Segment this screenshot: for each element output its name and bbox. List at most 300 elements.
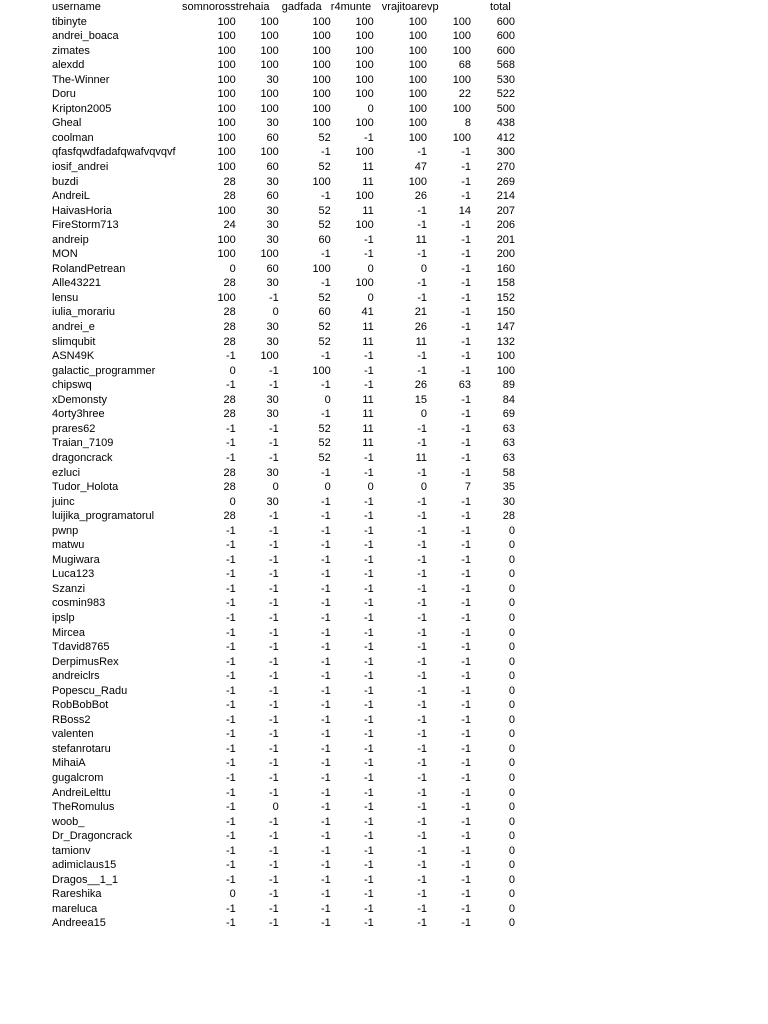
cell-total: 0 [508,699,516,712]
cell-trehaia: -1 [269,684,279,697]
cell-username: andreip [52,233,89,246]
cell-r4munte: -1 [364,801,374,814]
cell-vrajitoare: -1 [417,204,428,217]
cell-trehaia: 30 [266,219,279,232]
cell-r4munte: 0 [367,291,374,304]
cell-somnoross: 28 [223,466,236,479]
cell-username: woob_ [52,815,85,828]
cell-vrajitoare: -1 [417,742,428,755]
cell-vp: -1 [461,582,472,595]
cell-somnoross: -1 [226,844,236,857]
table-row [0,509,515,524]
table-row [0,335,515,350]
cell-vp: 63 [458,379,472,392]
cell-vrajitoare: -1 [417,524,428,537]
cell-vrajitoare: -1 [417,859,428,872]
cell-username: qfasfqwdfadafqwafvqvqvf [52,146,176,159]
cell-gadfada: -1 [321,277,331,290]
cell-total: 0 [508,786,516,799]
cell-vrajitoare: 100 [408,44,428,57]
cell-gadfada: -1 [321,626,331,639]
cell-vrajitoare: 0 [420,408,428,421]
cell-trehaia: 60 [266,161,279,174]
cell-total: 0 [508,641,516,654]
cell-total: 0 [508,917,516,930]
cell-vp: -1 [461,917,472,930]
cell-gadfada: -1 [321,379,331,392]
cell-total: 0 [508,524,516,537]
cell-r4munte: -1 [364,699,374,712]
cell-vp: -1 [461,641,472,654]
cell-trehaia: -1 [269,291,279,304]
cell-trehaia: 100 [260,59,279,72]
header-username: username [52,1,101,13]
cell-total: 152 [496,291,516,304]
cell-vp: -1 [461,350,472,363]
cell-username: DerpimusRex [52,655,119,668]
cell-somnoross: 24 [223,219,236,232]
cell-trehaia: -1 [269,379,279,392]
cell-gadfada: 52 [318,219,331,232]
cell-trehaia: -1 [269,859,279,872]
table-row [0,116,515,131]
cell-vp: -1 [461,335,472,348]
cell-gadfada: -1 [321,190,331,203]
table-row [0,858,515,873]
cell-username: HaivasHoria [52,204,112,217]
cell-total: 150 [496,306,516,319]
table-row [0,262,515,277]
cell-vp: -1 [461,233,472,246]
cell-vrajitoare: -1 [417,713,428,726]
cell-total: 0 [508,553,516,566]
cell-vrajitoare: -1 [417,597,428,610]
cell-username: gugalcrom [52,771,104,784]
cell-vp: -1 [461,684,472,697]
cell-vp: 100 [452,131,472,144]
cell-gadfada: -1 [321,917,331,930]
cell-r4munte: 100 [355,117,374,130]
cell-vrajitoare: -1 [417,466,428,479]
cell-somnoross: 28 [223,175,236,188]
cell-gadfada: -1 [321,553,331,566]
cell-username: Luca123 [52,568,95,581]
cell-vrajitoare: 100 [408,30,428,43]
cell-total: 500 [496,102,516,115]
table-row [0,364,515,379]
cell-vp: -1 [461,175,472,188]
cell-total: 0 [508,684,516,697]
cell-total: 0 [508,626,516,639]
cell-somnoross: -1 [226,582,236,595]
cell-gadfada: 52 [318,335,331,348]
cell-gadfada: -1 [321,713,331,726]
cell-r4munte: 100 [355,146,374,159]
cell-r4munte: 100 [355,73,374,86]
cell-vrajitoare: -1 [417,771,428,784]
cell-total: 28 [502,510,516,523]
cell-vrajitoare: 100 [408,102,428,115]
cell-gadfada: 100 [312,44,331,57]
header-row [0,0,515,15]
cell-vrajitoare: 26 [414,190,428,203]
cell-username: Mugiwara [52,553,100,566]
cell-total: 0 [508,771,516,784]
cell-vp: -1 [461,408,472,421]
cell-gadfada: -1 [321,524,331,537]
cell-total: 438 [496,117,516,130]
cell-username: Dragos__1_1 [52,873,119,886]
cell-r4munte: -1 [364,451,374,464]
table-row [0,131,515,146]
cell-r4munte: -1 [364,902,374,915]
cell-username: Andreea15 [52,917,106,930]
cell-vp: -1 [461,597,472,610]
cell-vrajitoare: 100 [408,131,428,144]
cell-vp: -1 [461,451,472,464]
cell-username: juinc [52,495,75,508]
cell-r4munte: 100 [355,15,374,28]
cell-somnoross: 0 [229,262,236,275]
table-row [0,713,515,728]
cell-trehaia: -1 [269,626,279,639]
cell-gadfada: -1 [321,684,331,697]
table-row [0,175,515,190]
cell-vp: -1 [461,539,472,552]
cell-gadfada: -1 [321,670,331,683]
cell-vp: -1 [461,364,472,377]
cell-total: 201 [496,233,516,246]
cell-somnoross: 100 [217,30,236,43]
cell-gadfada: 100 [312,102,331,115]
cell-vp: -1 [461,495,472,508]
cell-username: ipslp [52,611,75,624]
cell-trehaia: -1 [269,728,279,741]
cell-vp: -1 [461,161,472,174]
cell-r4munte: -1 [364,713,374,726]
cell-gadfada: 52 [318,291,331,304]
cell-r4munte: -1 [364,466,374,479]
cell-trehaia: 100 [260,146,279,159]
cell-somnoross: -1 [226,611,236,624]
table-row [0,655,515,670]
cell-r4munte: -1 [364,844,374,857]
cell-gadfada: 100 [312,59,331,72]
cell-vrajitoare: 26 [414,321,428,334]
cell-somnoross: 0 [229,888,236,901]
cell-username: tamionv [52,844,91,857]
cell-gadfada: -1 [321,742,331,755]
table-row [0,873,515,888]
cell-username: AndreiLelttu [52,786,111,799]
cell-total: 0 [508,757,516,770]
cell-total: 84 [502,393,516,406]
cell-username: prares62 [52,422,96,435]
cell-vrajitoare: -1 [417,364,428,377]
cell-gadfada: -1 [321,611,331,624]
cell-r4munte: -1 [364,524,374,537]
cell-username: Tudor_Holota [52,481,119,494]
cell-somnoross: 100 [217,73,236,86]
table-row [0,436,515,451]
cell-vrajitoare: -1 [417,582,428,595]
table-row [0,626,515,641]
cell-vrajitoare: -1 [417,641,428,654]
cell-gadfada: 52 [318,161,331,174]
cell-r4munte: -1 [364,131,374,144]
cell-total: 600 [496,15,516,28]
cell-somnoross: -1 [226,713,236,726]
header-total: total [490,1,511,13]
cell-trehaia: -1 [269,524,279,537]
cell-gadfada: 52 [318,321,331,334]
cell-total: 0 [508,815,516,828]
cell-gadfada: -1 [321,539,331,552]
cell-vrajitoare: 100 [408,15,428,28]
cell-gadfada: -1 [321,408,331,421]
cell-vrajitoare: -1 [417,553,428,566]
cell-total: 30 [502,495,516,508]
cell-r4munte: -1 [364,888,374,901]
cell-gadfada: -1 [321,771,331,784]
cell-trehaia: -1 [269,713,279,726]
cell-vp: -1 [461,859,472,872]
cell-vp: -1 [461,815,472,828]
table-row [0,582,515,597]
cell-somnoross: 28 [223,277,236,290]
cell-somnoross: -1 [226,742,236,755]
cell-username: slimqubit [52,335,96,348]
cell-total: 69 [502,408,516,421]
cell-vp: -1 [461,277,472,290]
cell-gadfada: 0 [324,393,331,406]
cell-somnoross: -1 [226,728,236,741]
cell-trehaia: 30 [266,175,279,188]
cell-total: 600 [496,44,516,57]
cell-vp: -1 [461,306,472,319]
cell-trehaia: -1 [269,771,279,784]
cell-total: 35 [502,481,516,494]
table-row [0,640,515,655]
cell-trehaia: 30 [266,466,279,479]
cell-somnoross: -1 [226,451,236,464]
table-row [0,73,515,88]
table-row [0,887,515,902]
cell-r4munte: 0 [367,102,374,115]
cell-username: andreiclrs [52,670,100,683]
cell-gadfada: -1 [321,757,331,770]
cell-total: 207 [496,204,516,217]
cell-total: 132 [496,335,516,348]
cell-vrajitoare: 0 [420,481,428,494]
cell-vrajitoare: 100 [408,175,428,188]
cell-somnoross: 0 [229,495,236,508]
cell-somnoross: -1 [226,830,236,843]
cell-trehaia: 60 [266,190,279,203]
cell-r4munte: 0 [367,481,374,494]
cell-gadfada: 100 [312,30,331,43]
cell-vp: -1 [461,699,472,712]
table-row [0,407,515,422]
cell-r4munte: -1 [364,830,374,843]
table-row [0,727,515,742]
cell-trehaia: 30 [266,277,279,290]
header-somnoross: somnoross [182,1,236,13]
cell-vrajitoare: -1 [417,495,428,508]
cell-username: xDemonsty [52,393,108,406]
table-row [0,218,515,233]
cell-gadfada: -1 [321,248,331,261]
cell-vp: -1 [461,888,472,901]
cell-trehaia: -1 [269,641,279,654]
cell-gadfada: -1 [321,888,331,901]
table-row [0,480,515,495]
cell-vrajitoare: -1 [417,786,428,799]
cell-vp: -1 [461,291,472,304]
cell-r4munte: -1 [364,728,374,741]
cell-trehaia: -1 [269,364,279,377]
cell-somnoross: -1 [226,902,236,915]
cell-r4munte: 11 [362,437,374,450]
cell-total: 158 [496,277,516,290]
cell-gadfada: -1 [321,146,331,159]
cell-gadfada: -1 [321,815,331,828]
header-vrajitoare: vrajitoare [381,1,428,13]
cell-trehaia: -1 [269,873,279,886]
cell-somnoross: 28 [223,481,236,494]
table-row [0,596,515,611]
cell-r4munte: 11 [362,321,374,334]
cell-somnoross: 100 [217,59,236,72]
cell-vp: -1 [461,248,472,261]
cell-somnoross: -1 [226,873,236,886]
cell-total: 100 [496,364,516,377]
cell-username: valenten [52,728,94,741]
table-row [0,553,515,568]
table-row [0,756,515,771]
cell-vrajitoare: 21 [414,306,428,319]
cell-username: alexdd [52,59,85,72]
cell-vrajitoare: -1 [417,902,428,915]
cell-r4munte: 100 [355,44,374,57]
cell-vp: -1 [461,786,472,799]
cell-r4munte: 11 [362,408,374,421]
cell-vp: -1 [461,801,472,814]
cell-gadfada: -1 [321,466,331,479]
cell-somnoross: 100 [217,146,236,159]
cell-trehaia: -1 [269,830,279,843]
cell-username: Gheal [52,117,82,130]
cell-total: 160 [496,262,516,275]
cell-username: RolandPetrean [52,262,126,275]
cell-username: The-Winner [52,73,110,86]
cell-r4munte: 100 [355,59,374,72]
table-row [0,291,515,306]
table-row [0,524,515,539]
cell-vrajitoare: -1 [417,219,428,232]
table-row [0,567,515,582]
cell-gadfada: 52 [318,451,331,464]
cell-vrajitoare: -1 [417,655,428,668]
cell-total: 0 [508,742,516,755]
cell-r4munte: -1 [364,873,374,886]
cell-r4munte: -1 [364,379,374,392]
cell-vrajitoare: -1 [417,611,428,624]
cell-vrajitoare: 11 [415,451,428,464]
cell-somnoross: -1 [226,859,236,872]
cell-trehaia: -1 [269,568,279,581]
table-row [0,160,515,175]
cell-gadfada: 52 [318,204,331,217]
cell-username: tibinyte [52,15,87,28]
cell-trehaia: 100 [260,248,279,261]
cell-vp: 68 [458,59,472,72]
cell-trehaia: 100 [260,15,279,28]
cell-total: 89 [502,379,516,392]
cell-vrajitoare: 100 [408,117,428,130]
cell-trehaia: 30 [266,408,279,421]
cell-total: 63 [502,437,516,450]
table-row [0,58,515,73]
cell-total: 0 [508,713,516,726]
cell-trehaia: 30 [266,335,279,348]
cell-trehaia: -1 [269,917,279,930]
cell-trehaia: -1 [269,553,279,566]
cell-gadfada: -1 [321,902,331,915]
cell-vp: 22 [458,88,472,101]
table-row [0,276,515,291]
cell-vrajitoare: -1 [417,815,428,828]
cell-vp: -1 [461,902,472,915]
cell-somnoross: 100 [217,233,236,246]
cell-total: 100 [496,350,516,363]
cell-username: chipswq [52,379,92,392]
cell-username: FireStorm713 [52,219,119,232]
cell-trehaia: 0 [272,801,279,814]
cell-vp: -1 [461,219,472,232]
cell-gadfada: 52 [318,131,331,144]
table-row [0,87,515,102]
cell-vp: -1 [461,524,472,537]
cell-username: Rareshika [52,888,102,901]
table-row [0,611,515,626]
cell-gadfada: 100 [312,364,331,377]
cell-username: buzdi [52,175,79,188]
cell-r4munte: -1 [364,350,374,363]
cell-total: 206 [496,219,516,232]
cell-somnoross: -1 [226,684,236,697]
cell-somnoross: 100 [217,131,236,144]
table-row [0,698,515,713]
cell-vrajitoare: 11 [415,233,428,246]
cell-r4munte: -1 [364,670,374,683]
cell-vp: -1 [461,146,472,159]
cell-vrajitoare: -1 [417,277,428,290]
cell-vrajitoare: -1 [417,248,428,261]
cell-total: 0 [508,728,516,741]
cell-r4munte: 100 [355,277,374,290]
table-row [0,145,515,160]
cell-trehaia: -1 [269,451,279,464]
cell-r4munte: 11 [362,422,374,435]
cell-r4munte: -1 [364,495,374,508]
cell-vp: 100 [452,73,472,86]
cell-trehaia: 30 [266,233,279,246]
cell-vp: -1 [461,728,472,741]
cell-trehaia: -1 [269,699,279,712]
table-row [0,495,515,510]
cell-total: 147 [496,321,516,334]
